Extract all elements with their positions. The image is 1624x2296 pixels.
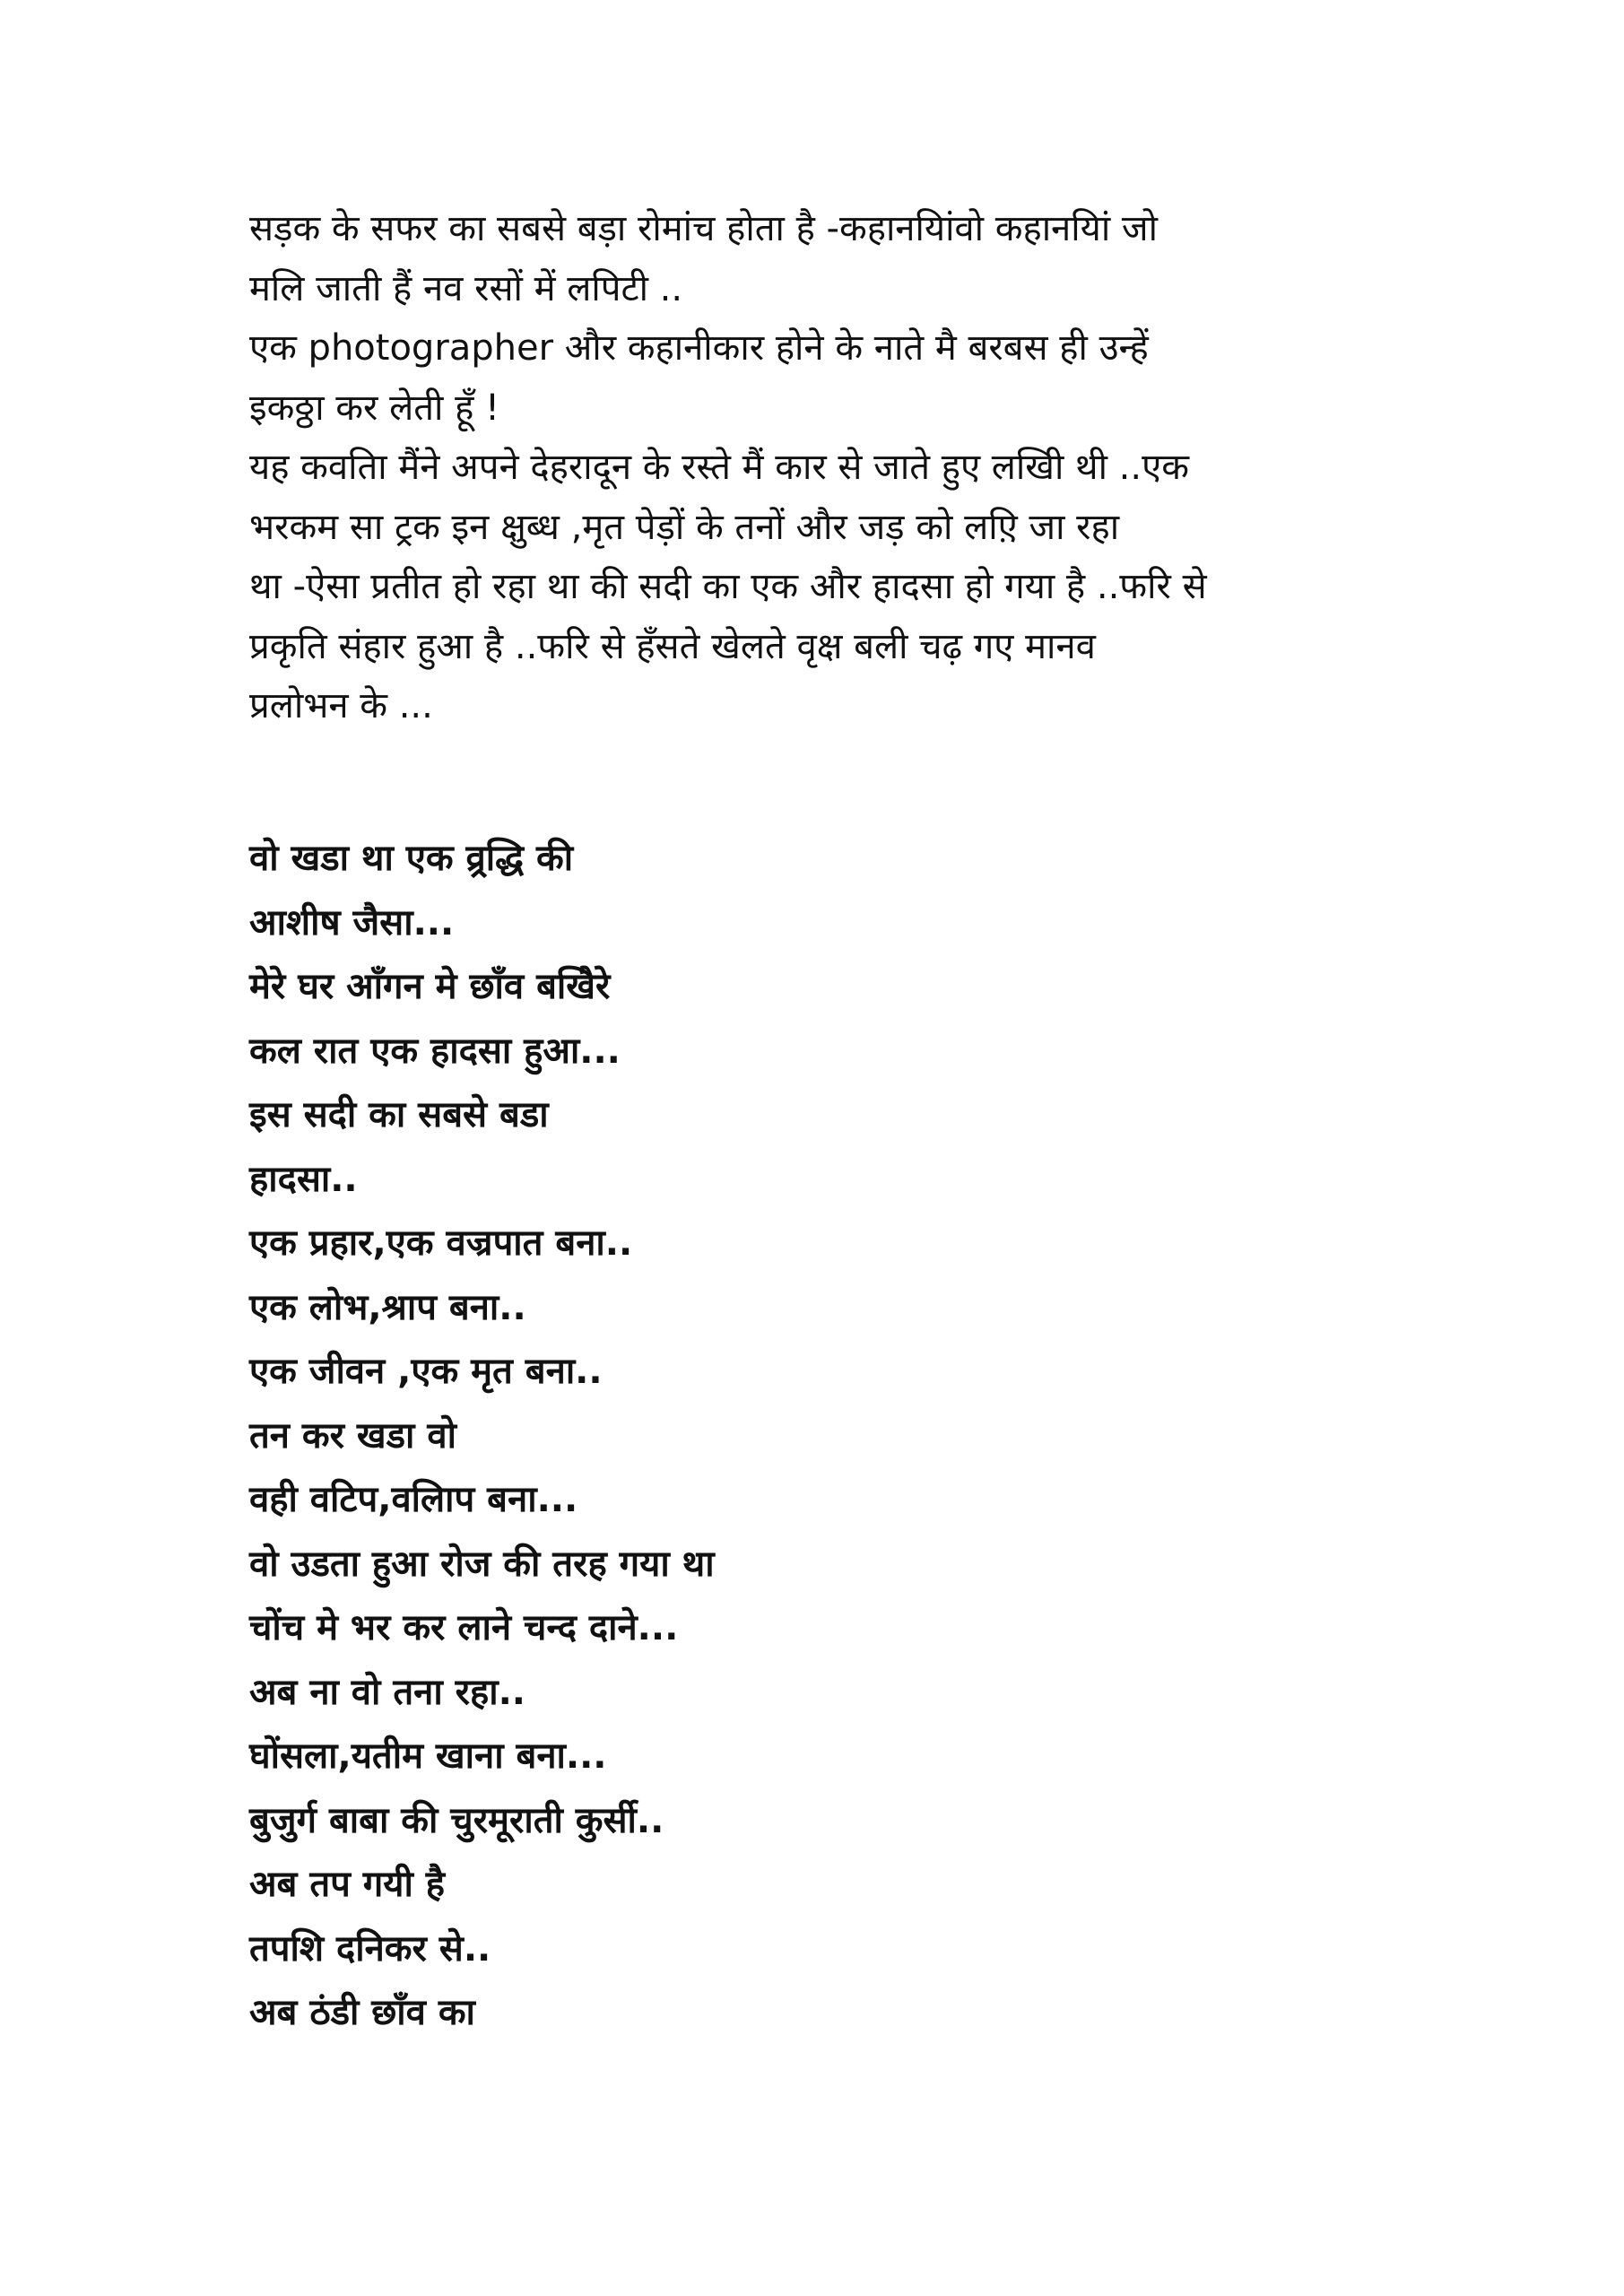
intro-line: एक photographer और कहानीकार होने के नाते मै बरबस ही उन्हें	[249, 327, 1149, 369]
poem-line: एक जीवन ,एक मृत बना..	[249, 1351, 603, 1392]
poem-line: अब तप गयी है	[249, 1864, 446, 1905]
poem-line: एक लोभ,श्राप बना..	[249, 1286, 526, 1328]
poem-line: एक प्रहार,एक वज्रपात बना..	[249, 1222, 633, 1264]
poem-line: अब ठंडी छाँव का	[249, 1992, 475, 2033]
poem-line: तन कर खडा वो	[249, 1414, 456, 1457]
poem-line: आशीष जैसा...	[249, 901, 455, 944]
poem-line: मेरे घर आँगन मे छाँव बखिैरे	[249, 966, 611, 1007]
intro-line: इकठ्ठा कर लेती हूँ !	[249, 387, 500, 429]
intro-paragraph	[249, 199, 1415, 736]
intro-line: भरकम सा ट्रक इन क्षुब्ध ,मृत पेड़ों के तनों और जड़ को लए़ि जा रहा	[249, 506, 1120, 548]
intro-line: यह कवतिा मैंने अपने देहरादून के रस्ते मैं कार से जाते हुए लखिी थी ..एक	[249, 447, 1189, 488]
intro-line: प्रलोभन के ...	[249, 685, 433, 726]
poem-line: अब ना वो तना रहा..	[249, 1671, 525, 1713]
intro-line: था -ऐसा प्रतीत हो रहा था की सदी का एक और हादसा हो गया है ..फरि से	[249, 566, 1207, 607]
poem-body	[249, 827, 1146, 2046]
poem-line: वही वटिप,वलिाप बना...	[249, 1479, 578, 1520]
poem-line: कल रात एक हादसा हुआ...	[249, 1030, 621, 1072]
poem-line: वो खडा था एक व्र्रद्धि की	[249, 838, 574, 879]
poem-line: इस सदी का सबसे बडा	[249, 1094, 549, 1135]
intro-line: प्रकृति संहार हुआ है ..फरि से हँसते खेलते वृक्ष बली चढ़ गए मानव	[249, 625, 1096, 667]
poem-line: हादसा..	[249, 1158, 358, 1200]
intro-line: सड़क के सफर का सबसे बड़ा रोमांच होता है -कहानयिांवो कहानयिां जो	[249, 208, 1158, 249]
poem-line: तपशि दनिकर से..	[249, 1927, 491, 1970]
poem-line: घोंसला,यतीम खाना बना...	[249, 1735, 607, 1777]
poem-line: चोंच मे भर कर लाने चन्द दाने...	[249, 1607, 679, 1648]
poem-line: वो उडता हुआ रोज की तरह गया था	[249, 1543, 715, 1585]
intro-line: मलि जाती हैं नव रसों में लपिटी ..	[249, 267, 683, 309]
poem-line: बुजुर्ग बाबा की चुरमूराती कुर्सी..	[249, 1799, 664, 1841]
